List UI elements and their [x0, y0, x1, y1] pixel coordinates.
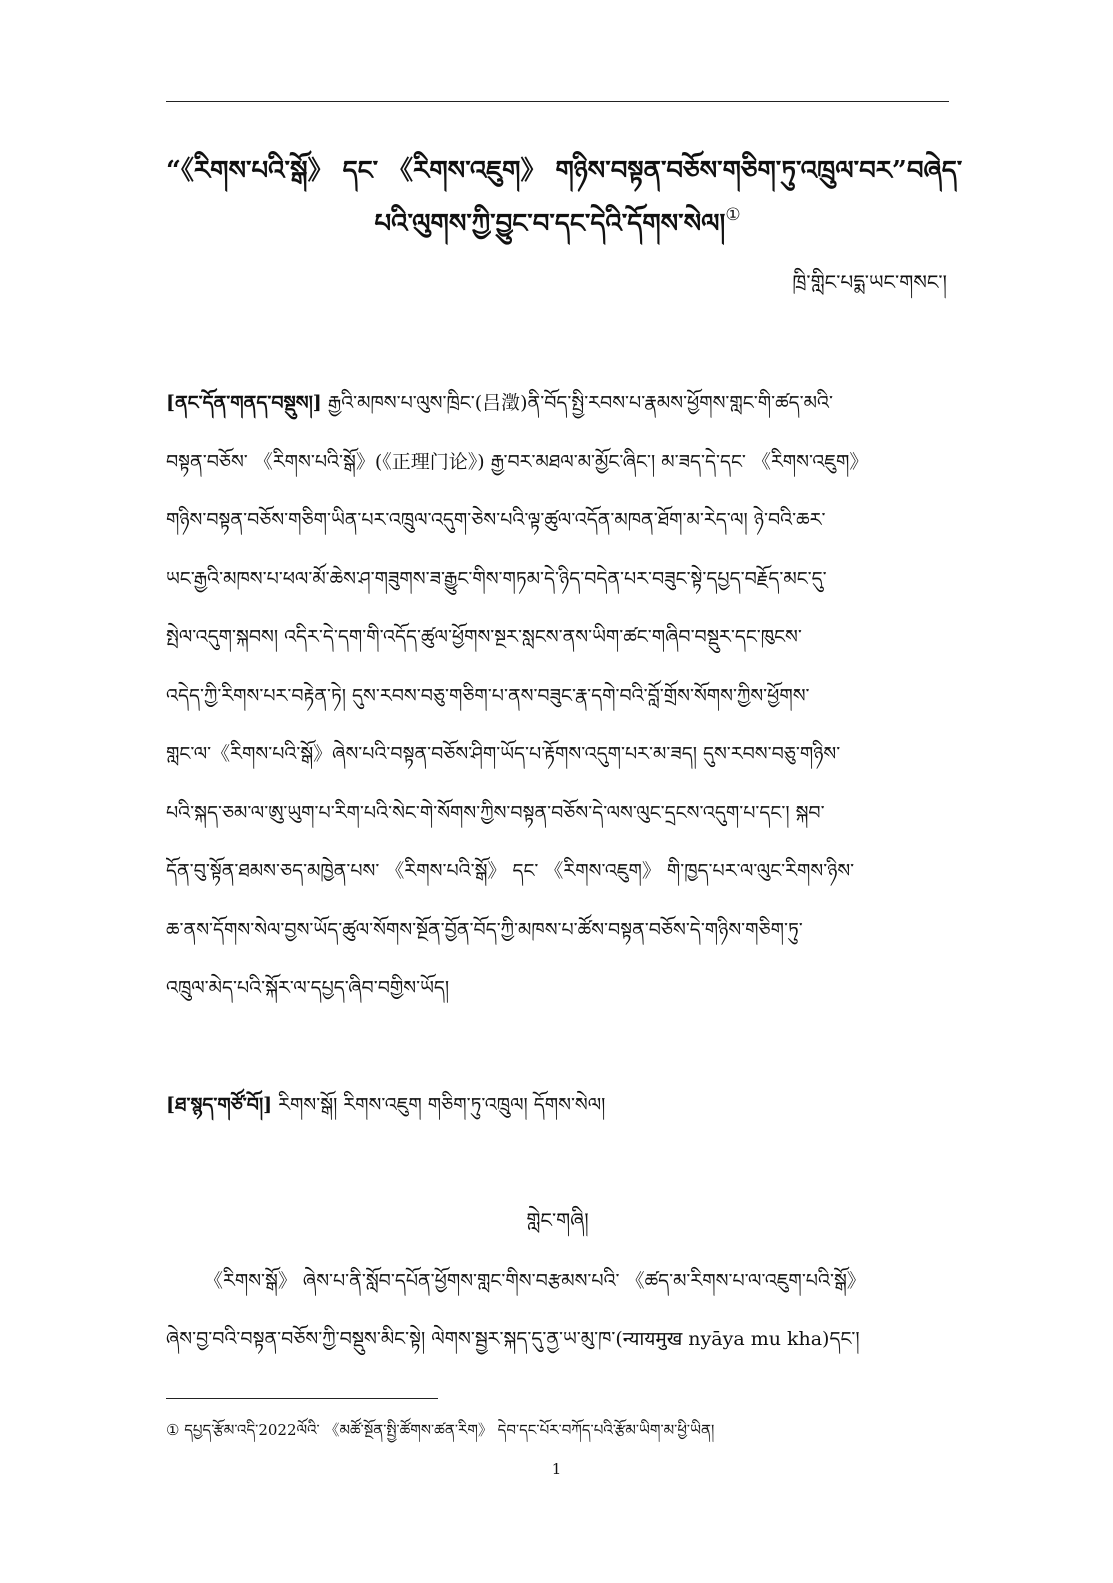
title-line-2: པའི་ལུགས་ཀྱི་བྱུང་བ་དང་དེའི་དོགས་སེལ།① [374, 205, 741, 239]
page-number: 1 [551, 1460, 562, 1478]
abstract-line: ཡང་རྒྱའི་མཁས་པ་ཕལ་མོ་ཆེས་ཤ་གཟུགས་ཟ་རྒྱུང་གིས་གཏམ་དེ་ཉིད་བདེན་པར་བཟུང་སྟེ་དཔྱད་བརྗོད་མང་དུ་ [166, 568, 827, 590]
keywords-line [166, 1083, 949, 1137]
abstract-line: བསྟན་བཅོས་ 《རིགས་པའི་སྒོ》(《正理门论》) རྒྱ་བར་མཐལ་མ་མྱོང་ཞིང་། མ་ཟད་དེ་དང་ 《རིགས་འཇུག》 [166, 451, 869, 473]
abstract-line: འཁྲུལ་མེད་པའི་སྐོར་ལ་དཔྱད་ཞིབ་བགྱིས་ཡོད། [166, 977, 450, 999]
body-line: 《རིགས་སྒོ》 ཞེས་པ་ནི་སློབ་དཔོན་ཕྱོགས་གླང་གིས་བརྩམས་པའི་ 《ཚད་མ་རིགས་པ་ལ་འཇུག་པའི་སྒོ》 [204, 1270, 866, 1292]
footnote [166, 1414, 714, 1456]
abstract-line: འདེད་ཀྱི་རིགས་པར་བརྟེན་ཏེ། དུས་རབས་བཅུ་གཅིག་པ་ནས་བཟུང་རྣ་དགེ་བའི་བློ་གྲོས་སོགས་ཀྱིས་ཕྱོགས་ [166, 685, 810, 707]
abstract-line: སྤེལ་འདུག་སྐབས། འདིར་དེ་དག་གི་འདོད་ཚུལ་ཕྱོགས་སྔར་སླངས་ནས་ཡིག་ཚང་གཞིབ་བསྡུར་དང་ཁུངས་ [166, 626, 802, 648]
title-footnote-marker: ① [725, 205, 741, 225]
keywords-text: རིགས་སྒོ། རིགས་འཇུག གཅིག་ཏུ་འཁྲུལ། དོགས་སེལ། [272, 1094, 606, 1116]
abstract-line: གཉིས་བསྟན་བཅོས་གཅིག་ཡིན་པར་འཁྲུལ་འདུག་ཅེས་པའི་ལྟ་ཚུལ་འདོན་མཁན་ཐོག་མ་རེད་ལ། ཉེ་བའི་ཆར་ [166, 509, 826, 531]
abstract-line: ཆ་ནས་དོགས་སེལ་བྱས་ཡོད་ཚུལ་སོགས་སྔོན་བྱོན་བོད་ཀྱི་མཁས་པ་ཚོས་བསྟན་བཅོས་དེ་གཉིས་གཅིག་ཏུ་ [166, 919, 803, 941]
author-name: ཁྲི་གླིང་པདྨ་ཡང་གསང་། [792, 270, 947, 294]
footnote-rule [166, 1398, 438, 1399]
section-heading: གླེང་གཞི། [526, 1208, 589, 1232]
abstract-label: [ནང་དོན་གནད་བསྡུས།] [166, 392, 322, 414]
abstract-line: གླང་ལ་《རིགས་པའི་སྒོ》ཞེས་པའི་བསྟན་བཅོས་ཤིག་ཡོད་པ་རྟོགས་འདུག་པར་མ་ཟད། དུས་རབས་བཅུ་གཉིས་ [166, 743, 841, 765]
abstract-line: དོན་བུ་སྟོན་ཐམས་ཅད་མཁྱེན་པས་ 《རིགས་པའི་སྒོ》 དང་ 《རིགས་འཇུག》 གི་ཁྱད་པར་ལ་ལུང་རིགས་ཉིས་ [166, 860, 855, 882]
title-line-1: “《རིགས་པའི་སྒོ》 དང་ 《རིགས་འཇུག》 གཉིས་བསྟན་བཅོས་གཅིག་ཏུ་འཁྲུལ་བར”བཞེད་ [166, 156, 963, 186]
abstract-line: [ནང་དོན་གནད་བསྡུས།] རྒྱའི་མཁས་པ་ལུས་ཁྲིང་(吕澂)ནི་བོད་སྤྱི་རབས་པ་རྣམས་ཕྱོགས་གླང་གི་ཚད་མའི་ [166, 392, 833, 414]
footnote-marker: ① [166, 1421, 180, 1439]
body-line: ཞེས་བྱ་བའི་བསྟན་བཅོས་ཀྱི་བསྡུས་མིང་སྟེ། ལེགས་སྦྱར་སྐད་དུ་ནྱ་ཡ་མུ་ཁ་(न्यायमुख nyāya mu kha)དང་། [166, 1328, 860, 1350]
keywords-label: [ཐ་སྙད་གཙོ་བོ།] [166, 1094, 273, 1116]
footnote-text: དཔྱད་རྩོམ་འདི་2022ལོའི་ 《མཚོ་སྔོན་སྤྱི་ཚོགས་ཚན་རིག》 དེབ་དང་པོར་བཀོད་པའི་རྩོམ་ཡིག་མ་ཕྱི་ཡིན། [179, 1421, 715, 1439]
abstract-line: པའི་སྐད་ཅམ་ལ་ཨུ་ཡུག་པ་རིག་པའི་སེང་གེ་སོགས་ཀྱིས་བསྟན་བཅོས་དེ་ལས་ལུང་དྲངས་འདུག་པ་དང་། སྐབ་ [166, 802, 825, 824]
header-rule [166, 101, 949, 102]
